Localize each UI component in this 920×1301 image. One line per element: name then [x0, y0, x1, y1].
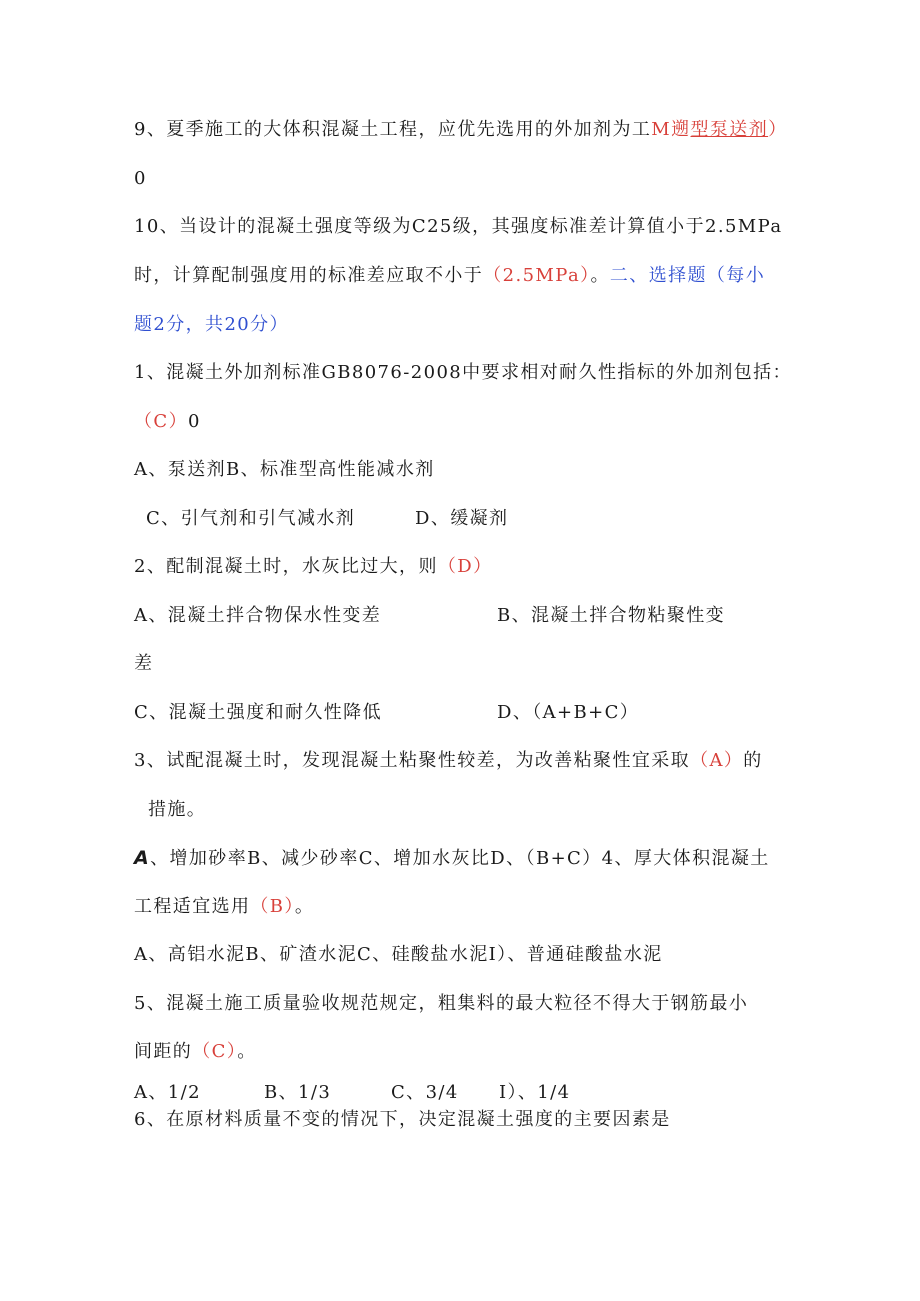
mc-q5-option-d: I）、1/4: [499, 1082, 571, 1103]
mc-q4-answer: （B）: [250, 896, 295, 917]
mc-q4-text: 工程适宜选用: [134, 896, 251, 917]
q9-tail: 0: [134, 168, 147, 189]
q9-answer-close: ）: [768, 119, 788, 140]
q10-period: 。: [590, 265, 610, 286]
mc-q4-options-text: A、高铝水泥B、矿渣水泥C、硅酸盐水泥I）、普通硅酸盐水泥: [134, 944, 663, 965]
mc-q3-text: 3、试配混凝土时，发现混凝土粘聚性较差，为改善粘聚性宜采取: [134, 750, 691, 771]
mc-q5-option-c: C、3/4: [391, 1082, 459, 1103]
section-heading: 二、选择题（每小: [609, 265, 766, 286]
mc-q2-option-a: A、混凝土拌合物保水性变差: [134, 605, 382, 626]
q9-line: [134, 118, 788, 142]
mc-q2-answer: （D）: [437, 556, 493, 577]
mc-q1-options-1: [134, 458, 435, 482]
mc-q5-answer: （C）: [192, 1041, 238, 1062]
mc-q3-answer: （A）: [690, 750, 744, 771]
q10-answer: （2.5MPa）: [483, 265, 591, 286]
mc-q5-line-2: [134, 1040, 257, 1064]
q10-text-2: 时，计算配制强度用的标准差应取不小于: [134, 265, 484, 286]
mc-q4-options: [134, 943, 663, 967]
mc-q5-text-2: 间距的: [134, 1041, 193, 1062]
section-heading-2: 题2分，共20分）: [134, 314, 289, 335]
mc-q1-line: [134, 361, 792, 385]
mc-q2-option-b: B、混凝土拌合物粘聚性变: [497, 605, 726, 626]
mc-q2-option-b-wrap: [134, 652, 153, 676]
mc-q1-text: 1、混凝土外加剂标准GB8076-2008中要求相对耐久性指标的外加剂包括：: [134, 362, 792, 383]
mc-q3-line: [134, 749, 763, 773]
mc-q2-text: 2、配制混凝土时，水灰比过大，则: [134, 556, 438, 577]
mc-q1-options-2: [146, 507, 508, 531]
q9-answer-m: M: [651, 119, 672, 140]
q10-text: 10、当设计的混凝土强度等级为C25级，其强度标准差计算值小于2.5MPa: [134, 216, 783, 237]
mc-q1-tail: 0: [187, 411, 201, 432]
mc-q5-options: [134, 1081, 570, 1105]
mc-q3-tail: 的: [743, 750, 763, 771]
mc-q3-line-2: [148, 798, 206, 822]
q9-tail-line: [134, 167, 147, 191]
q10-line-2: [134, 264, 765, 288]
mc-q1-options-ab: A、泵送剂B、标准型高性能减水剂: [134, 459, 435, 480]
mc-q2-options-2: [134, 701, 639, 725]
q9-answer-glyph: 遡: [671, 119, 691, 140]
mc-q4-period: 。: [294, 896, 315, 917]
mc-q3-option-a-letter: A: [134, 847, 151, 869]
mc-q2-option-d: D、（A+B+C）: [497, 702, 640, 723]
mc-q5-option-a: A、1/2: [134, 1082, 201, 1103]
q9-text: 9、夏季施工的大体积混凝土工程，应优先选用的外加剂为工: [134, 119, 652, 140]
mc-q3-text-2: 措施。: [148, 799, 207, 820]
mc-q1-answer-line: [134, 410, 201, 434]
mc-q1-answer: （C）: [134, 411, 188, 432]
mc-q1-option-d: D、缓凝剂: [415, 508, 509, 529]
mc-q3-options: 、增加砂率B、减少砂率C、增加水灰比D、（B+C）4、厚大体积混凝土: [150, 848, 770, 869]
section-heading-line-2: [134, 313, 289, 337]
mc-q5-period: 。: [237, 1041, 257, 1062]
mc-q5-option-b: B、1/3: [264, 1082, 332, 1103]
mc-q2-line: [134, 555, 493, 579]
mc-q2-options-1: [134, 604, 725, 628]
mc-q6-text: 6、在原材料质量不变的情况下，决定混凝土强度的主要因素是: [134, 1109, 671, 1130]
mc-q5-line: [134, 992, 748, 1016]
mc-q3-options-line: [134, 846, 770, 871]
q10-line: [134, 215, 782, 239]
q9-answer: 型泵送剂: [690, 119, 769, 140]
mc-q6-line: [134, 1108, 671, 1132]
mc-q1-option-c: C、引气剂和引气减水剂: [146, 508, 356, 529]
mc-q4-line-2: [134, 895, 314, 919]
mc-q2-option-b-tail: 差: [134, 653, 154, 674]
mc-q2-option-c: C、混凝土强度和耐久性降低: [134, 702, 382, 723]
mc-q5-text: 5、混凝土施工质量验收规范规定，粗集料的最大粒径不得大于钢筋最小: [134, 993, 749, 1014]
